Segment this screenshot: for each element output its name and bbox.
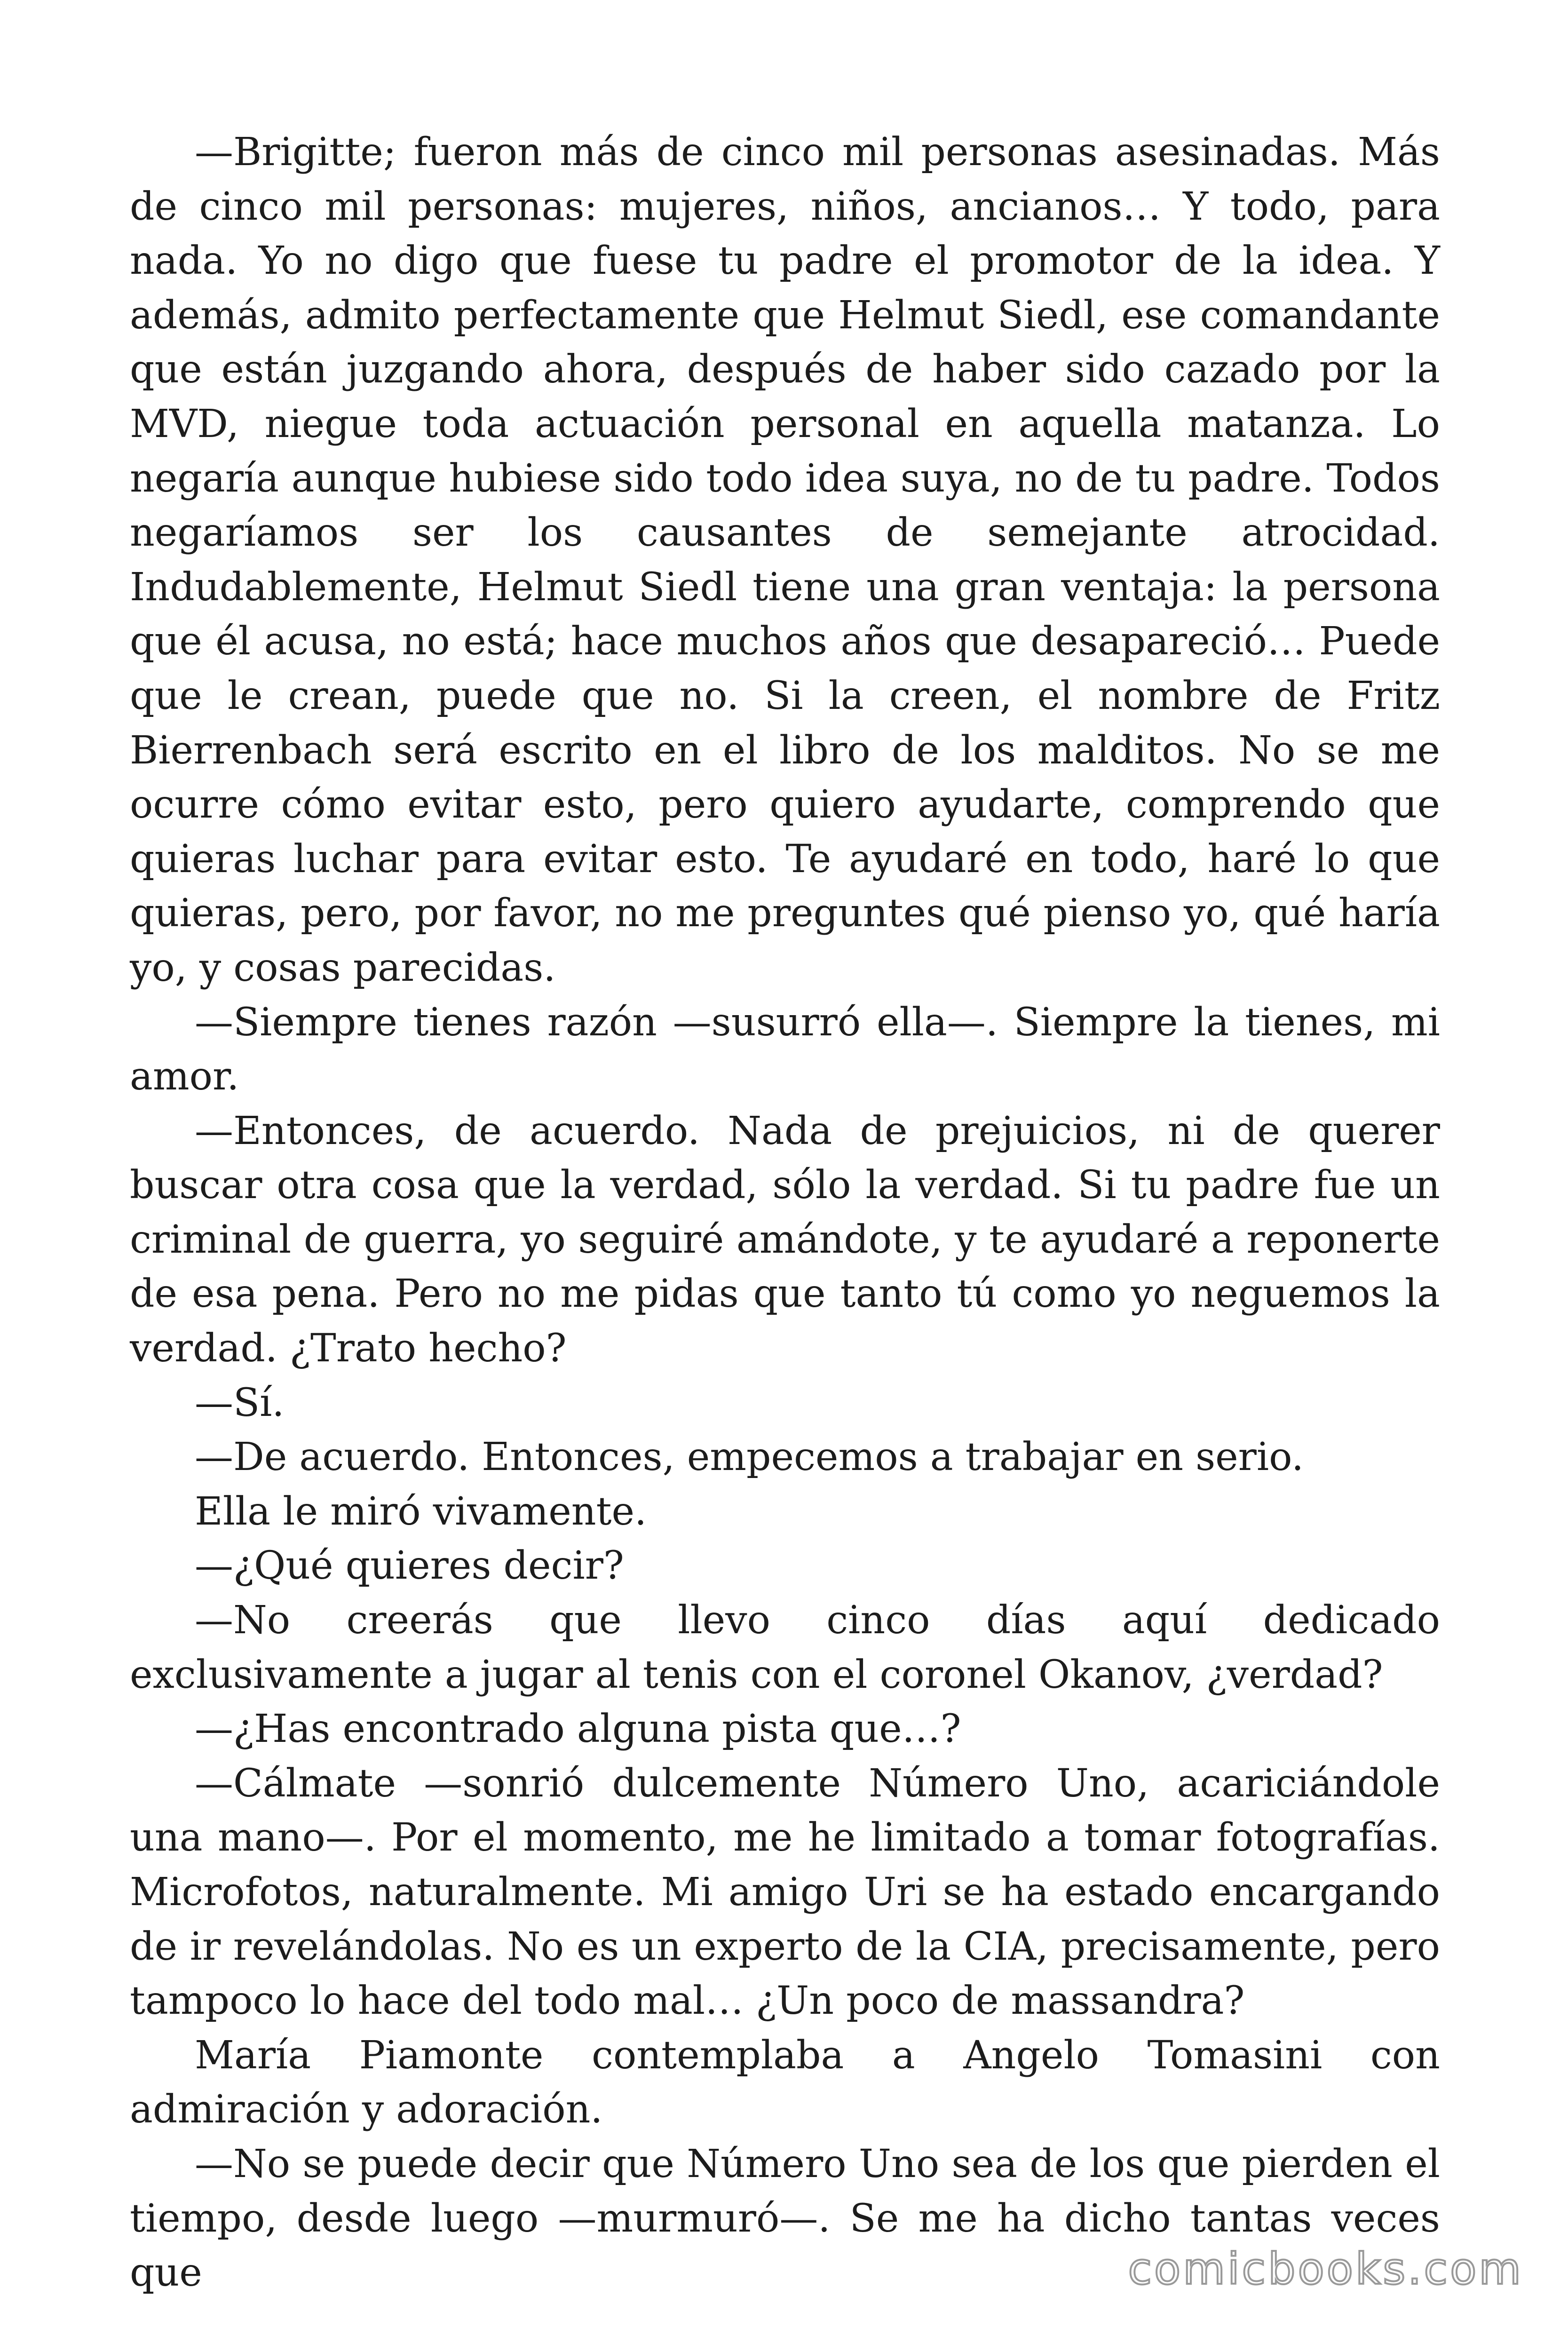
paragraph-9: —¿Has encontrado alguna pista que…? — [195, 1707, 961, 1752]
paragraph-8: —No creerás que llevo cinco días aquí dedicado exclusivamente a jugar al tenis con el coronel Okanov, ¿verdad? — [130, 1598, 1440, 1697]
paragraph-7: —¿Qué quieres decir? — [195, 1543, 624, 1589]
paragraph-6: Ella le miró vivamente. — [195, 1489, 647, 1534]
paragraph-12: —No se puede decir que Número Uno sea de los que pierden el tiempo, desde luego —murmuró—. Se me ha dicho tantas veces que — [130, 2141, 1440, 2296]
watermark-logo: comicbooks.com — [1128, 2244, 1523, 2294]
paragraph-2: —Siempre tienes razón —susurró ella—. Siempre la tienes, mi amor. — [130, 1000, 1440, 1099]
paragraph-5: —De acuerdo. Entonces, empecemos a trabajar en serio. — [195, 1435, 1304, 1480]
paragraph-10: —Cálmate —sonrió dulcemente Número Uno, acariciándole una mano—. Por el momento, me he limitado a tomar fotografías. Microfotos, naturalmente. Mi amigo Uri se ha estado encargando de ir revelándolas. No es un experto de la CIA, precisamente, pero tampoco lo hace del todo mal… ¿Un poco de massandra? — [130, 1761, 1440, 2024]
paragraph-1: —Brigitte; fueron más de cinco mil personas asesinadas. Más de cinco mil personas: mujeres, niños, ancianos… Y todo, para nada. Yo no digo que fuese tu padre el promotor de la idea. Y además, admito perfectamente que Helmut Siedl, ese comandante que están juzgando ahora, después de haber sido cazado por la MVD, niegue toda actuación personal en aquella matanza. Lo negaría aunque hubiese sido todo idea suya, no de tu padre. Todos negaríamos ser los causantes de semejante atrocidad. Indudablemente, Helmut Siedl tiene una gran ventaja: la persona que él acusa, no está; hace muchos años que desapareció… Puede que le crean, puede que no. Si la creen, el nombre de Fritz Bierrenbach será escrito en el libro de los malditos. No se me ocurre cómo evitar esto, pero quiero ayudarte, comprendo que quieras luchar para evitar esto. Te ayudaré en todo, haré lo que quieras, pero, por favor, no me preguntes qué pienso yo, qué haría yo, y cosas parecidas. — [130, 130, 1440, 990]
paragraph-4: —Sí. — [195, 1380, 285, 1425]
body-text — [130, 125, 1440, 2300]
paragraph-11: María Piamonte contemplaba a Angelo Tomasini con admiración y adoración. — [130, 2033, 1440, 2132]
paragraph-3: —Entonces, de acuerdo. Nada de prejuicios, ni de querer buscar otra cosa que la verdad, sólo la verdad. Si tu padre fue un criminal de guerra, yo seguiré amándote, y te ayudaré a reponerte de esa pena. Pero no me pidas que tanto tú como yo neguemos la verdad. ¿Trato hecho? — [130, 1108, 1440, 1371]
